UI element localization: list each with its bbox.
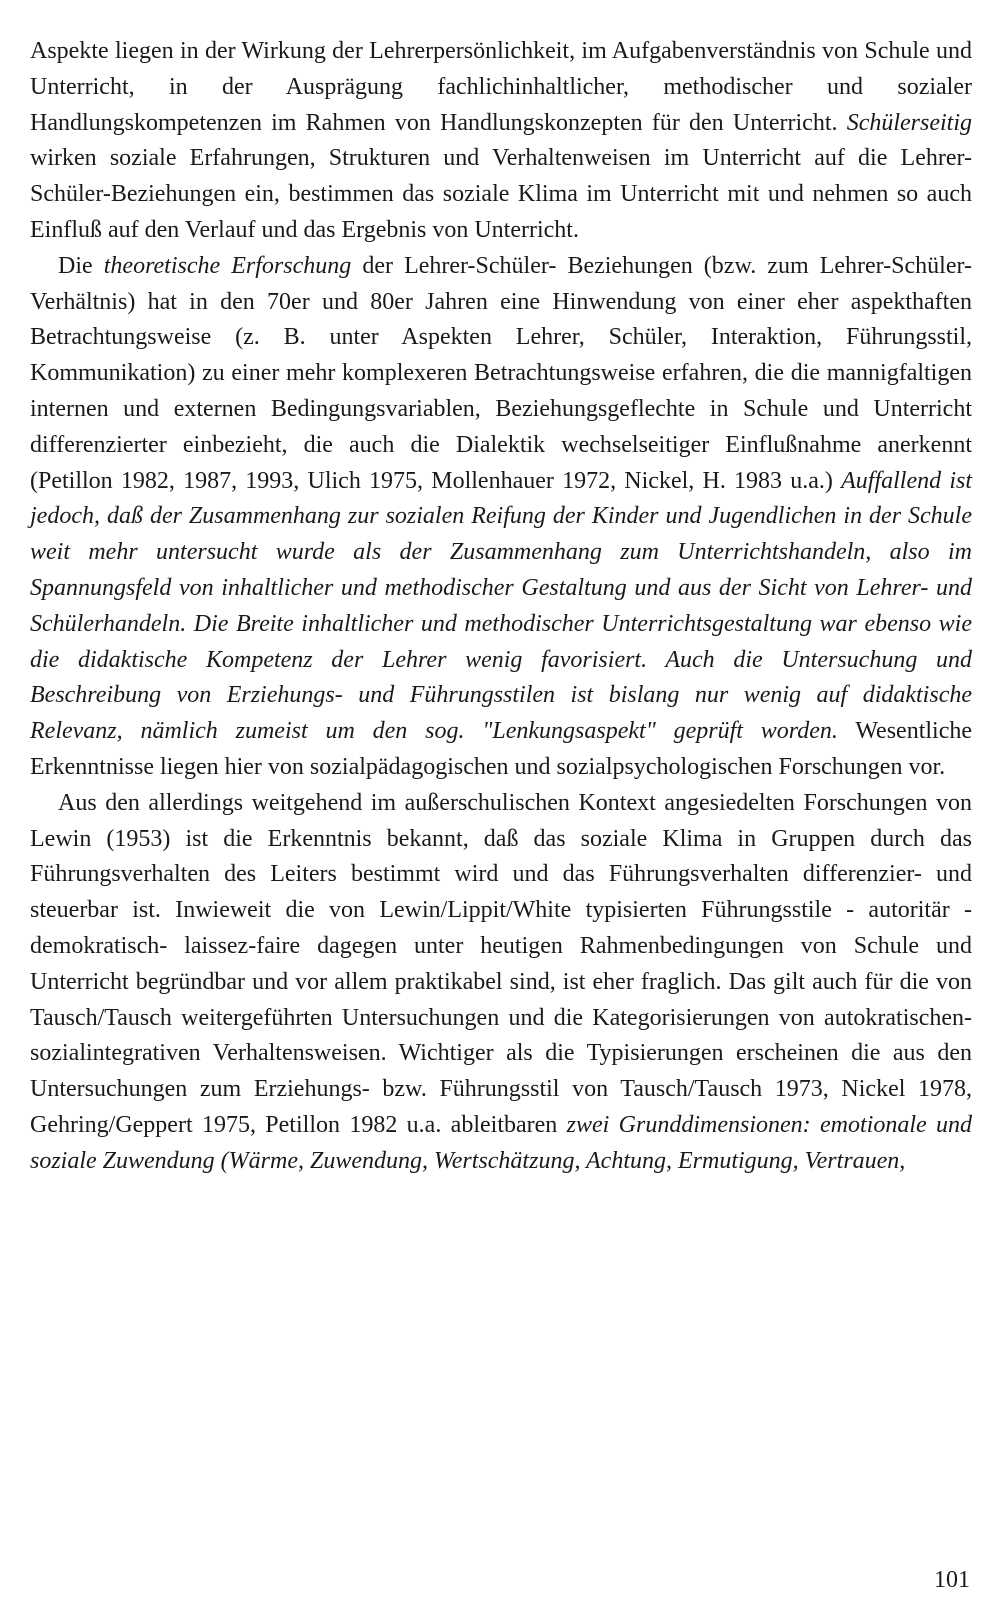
text-run: Wesentliche Erkenntnisse liegen hier von sozialpädagogischen und sozialpsychologischen Forschungen vor. bbox=[30, 718, 972, 780]
text-run: der Lehrer-Schüler- Beziehungen (bzw. zum Lehrer-Schüler-Verhältnis) hat in den 70er und 80er Jahren eine Hinwendung von einer eher aspekthaften Betrachtungsweise (z. B. unter Aspekten Lehrer, Schüler, Interaktion, Führungsstil, Kommunikation) zu einer mehr komplexeren Betrachtungsweise erfahren, die die mannigfaltigen internen und externen Bedingungsvariablen, Beziehungsgeflechte in Schule und Unterricht differenzierter einbezieht, die auch die Dialektik wechselseitiger Einflußnahme anerkennt (Petillon 1982, 1987, 1993, Ulich 1975, Mollenhauer 1972, Nickel, H. 1983 u.a.) bbox=[30, 252, 973, 494]
text-run: wirken soziale Erfahrungen, Strukturen und Verhaltenweisen im Unterricht auf die Lehrer-Schüler-Beziehungen ein, bestimmen das soziale Klima im Unterricht mit und nehmen so auch Einfluß auf den Verlauf und das Ergebnis von Unterricht. bbox=[30, 145, 972, 243]
paragraph-1 bbox=[30, 34, 972, 249]
text-run: Aspekte liegen in der Wirkung der Lehrerpersönlichkeit, im Aufgabenverständnis von Schule und Unterricht, in der Ausprägung fachlichinhaltlicher, methodischer und sozialer Handlungskompetenzen im Rahmen von Handlungskonzepten für den Unterricht. bbox=[30, 38, 972, 136]
text-run: Aus den allerdings weitgehend im außerschulischen Kontext angesiedelten Forschungen von Lewin (1953) ist die Erkenntnis bekannt, daß das soziale Klima in Gruppen durch das Führungsverhalten des Leiters bestimmt wird und das Führungsverhalten differenzier- und steuerbar ist. Inwieweit die von Lewin/Lippit/White typisierten Führungsstile - autoritär - demokratisch- laissez-faire dagegen unter heutigen Rahmenbedingungen von Schule und Unterricht begründbar und vor allem praktikabel sind, ist eher fraglich. Das gilt auch für die von Tausch/Tausch weitergeführten Untersuchungen und die Kategorisierungen von autokratischen-sozialintegrativen Verhaltensweisen. Wichtiger als die Typisierungen erscheinen die aus den Untersuchungen zum Erziehungs- bzw. Führungsstil von Tausch/Tausch 1973, Nickel 1978, Gehring/Geppert 1975, Petillon 1982 u.a. ableitbaren bbox=[30, 789, 972, 1138]
paragraph-3 bbox=[30, 786, 972, 1180]
text-run-italic: zwei Grunddimensionen: emotionale und soziale Zuwendung (Wärme, Zuwendung, Wertschätzung, Achtung, Ermutigung, Vertrauen, bbox=[30, 1111, 972, 1174]
text-run-italic: Schülerseitig bbox=[846, 109, 972, 136]
page-body bbox=[30, 34, 972, 1180]
text-run-italic: theoretische Erforschung bbox=[103, 252, 352, 279]
paragraph-2 bbox=[30, 249, 972, 786]
page-number: 101 bbox=[934, 1567, 970, 1593]
text-run: Die bbox=[58, 252, 104, 279]
text-run-italic: Auffallend ist jedoch, daß der Zusammenhang zur sozialen Reifung der Kinder und Jugendlichen in der Schule weit mehr untersucht wurde als der Zusammenhang zum Unterrichtshandeln, also im Spannungsfeld von inhaltlicher und methodischer Gestaltung und aus der Sicht von Lehrer- und Schülerhandeln. Die Breite inhaltlicher und methodischer Unterrichtsgestaltung war ebenso wie die didaktische Kompetenz der Lehrer wenig favorisiert. Auch die Untersuchung und Beschreibung von Erziehungs- und Führungsstilen ist bislang nur wenig auf didaktische Relevanz, nämlich zumeist um den sog. "Lenkungsaspekt" geprüft worden. bbox=[30, 467, 972, 745]
